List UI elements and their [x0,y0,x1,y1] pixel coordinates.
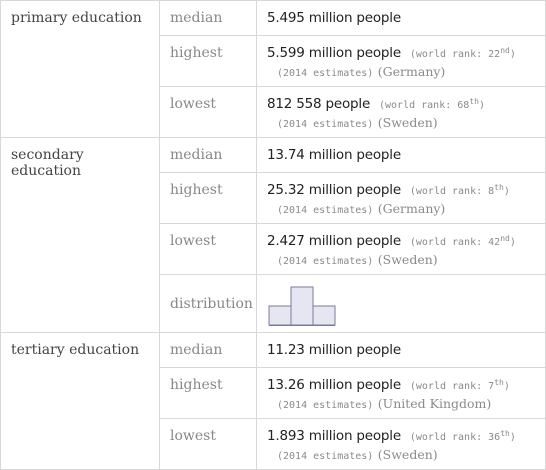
histogram-bar [313,306,335,325]
estimate-note: (2014 estimates) [277,400,374,411]
metric-label: highest [160,173,257,224]
value-cell [257,275,546,333]
histogram-bar [291,287,313,325]
metric-label: median [160,333,257,368]
table-row [1,138,546,173]
main-value: 5.599 million people [267,45,401,61]
metric-label: highest [160,36,257,87]
table-row [1,333,546,368]
main-value: 25.32 million people [267,182,401,198]
value-cell [257,1,546,36]
table-row [1,1,546,36]
metric-label: median [160,138,257,173]
country-name: (United Kingdom) [377,396,492,411]
main-value: 13.74 million people [267,147,401,163]
main-value: 812 558 people [267,96,371,112]
metric-label: distribution [160,275,257,333]
value-cell [257,138,546,173]
metric-label: median [160,1,257,36]
category-label-primary: primary education [1,1,160,138]
main-value: 13.26 million people [267,377,401,393]
estimate-note: (2014 estimates) [277,205,374,216]
country-name: (Germany) [377,64,446,79]
estimate-note: (2014 estimates) [277,119,374,130]
world-rank: (world rank: 7th) [409,378,510,392]
world-rank: (world rank: 42nd) [409,234,516,248]
country-name: (Sweden) [377,447,438,462]
main-value: 11.23 million people [267,342,401,358]
main-value: 5.495 million people [267,10,401,26]
metric-label: lowest [160,87,257,138]
main-value: 1.893 million people [267,428,401,444]
distribution-histogram [267,285,337,327]
world-rank: (world rank: 36th) [409,429,516,443]
value-cell [257,368,546,419]
category-label-tertiary: tertiary education [1,333,160,470]
category-label-secondary: secondary education [1,138,160,333]
value-cell [257,224,546,275]
world-rank: (world rank: 22nd) [409,46,516,60]
value-cell [257,419,546,470]
world-rank: (world rank: 8th) [409,183,510,197]
country-name: (Sweden) [377,115,438,130]
estimate-note: (2014 estimates) [277,68,374,79]
value-cell [257,36,546,87]
value-cell [257,173,546,224]
histogram-bar [269,306,291,325]
world-rank: (world rank: 68th) [378,97,485,111]
metric-label: lowest [160,224,257,275]
main-value: 2.427 million people [267,233,401,249]
value-cell [257,87,546,138]
metric-label: highest [160,368,257,419]
estimate-note: (2014 estimates) [277,451,374,462]
country-name: (Germany) [377,201,446,216]
estimate-note: (2014 estimates) [277,256,374,267]
metric-label: lowest [160,419,257,470]
value-cell [257,333,546,368]
country-name: (Sweden) [377,252,438,267]
